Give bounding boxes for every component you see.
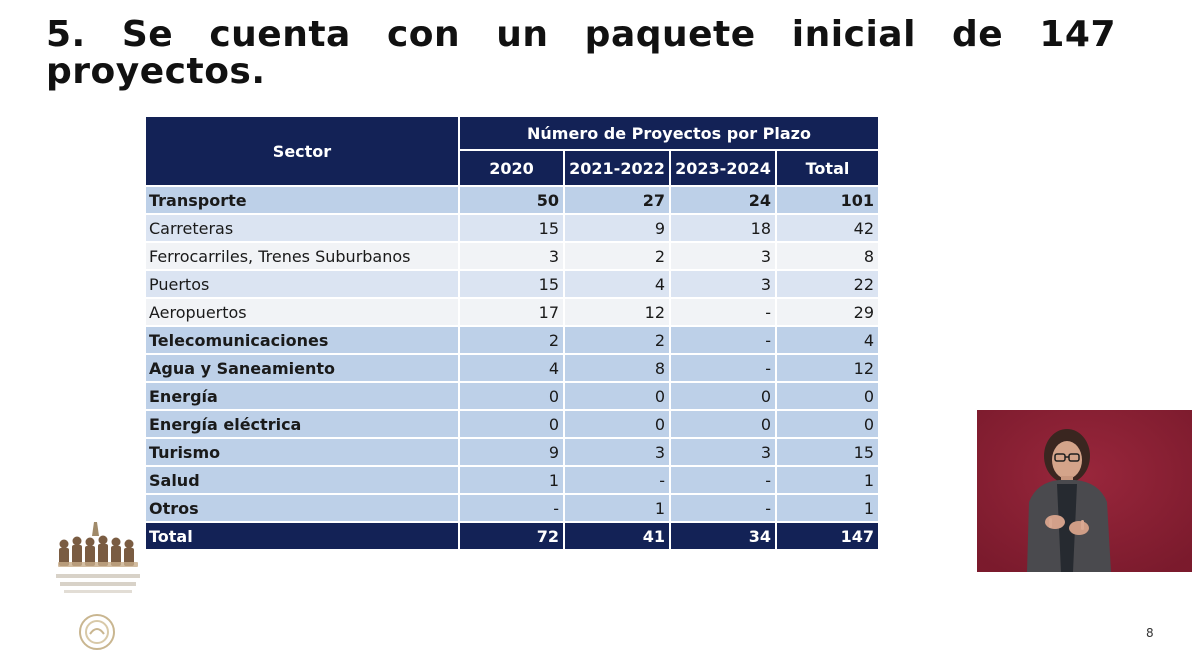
cell-2021-2022: 0	[564, 410, 670, 438]
table-row-telecomunicaciones	[145, 326, 879, 354]
row-label: Salud	[145, 466, 459, 494]
cell-2021-2022: 8	[564, 354, 670, 382]
row-label: Turismo	[145, 438, 459, 466]
cell-total: 0	[776, 410, 879, 438]
group-column-header: Número de Proyectos por Plazo	[459, 116, 879, 150]
cell-2021-2022: 41	[564, 522, 670, 550]
cell-2023-2024: 0	[670, 410, 776, 438]
cell-2021-2022: -	[564, 466, 670, 494]
cell-2021-2022: 3	[564, 438, 670, 466]
row-label: Aeropuertos	[145, 298, 459, 326]
cell-total: 29	[776, 298, 879, 326]
row-label: Energía	[145, 382, 459, 410]
cell-2023-2024: 18	[670, 214, 776, 242]
cell-2020: 0	[459, 382, 564, 410]
cell-total: 12	[776, 354, 879, 382]
table-row-carreteras	[145, 214, 879, 242]
column-header-total: Total	[776, 150, 879, 186]
cell-2021-2022: 1	[564, 494, 670, 522]
cell-2021-2022: 4	[564, 270, 670, 298]
row-label: Telecomunicaciones	[145, 326, 459, 354]
cell-2020: 50	[459, 186, 564, 214]
cell-2020: 1	[459, 466, 564, 494]
cell-2020: 9	[459, 438, 564, 466]
table-row-energia-electrica	[145, 410, 879, 438]
cell-2020: 15	[459, 270, 564, 298]
table-row-otros	[145, 494, 879, 522]
heroes-emblem-icon	[50, 518, 146, 652]
table-row-puertos	[145, 270, 879, 298]
cell-2020: 0	[459, 410, 564, 438]
table-row-transporte	[145, 186, 879, 214]
cell-total: 15	[776, 438, 879, 466]
column-header-2023-2024: 2023-2024	[670, 150, 776, 186]
row-label: Transporte	[145, 186, 459, 214]
cell-2020: 3	[459, 242, 564, 270]
page-number: 8	[1146, 626, 1154, 640]
cell-2023-2024: 3	[670, 270, 776, 298]
cell-total: 147	[776, 522, 879, 550]
cell-2023-2024: -	[670, 354, 776, 382]
cell-2020: 15	[459, 214, 564, 242]
government-logo	[50, 518, 146, 652]
row-label: Agua y Saneamiento	[145, 354, 459, 382]
cell-2021-2022: 0	[564, 382, 670, 410]
sector-column-header: Sector	[145, 116, 459, 186]
table-row-salud	[145, 466, 879, 494]
table-row-agua-saneamiento	[145, 354, 879, 382]
interpreter-person-icon	[977, 410, 1192, 572]
cell-2023-2024: -	[670, 466, 776, 494]
cell-2023-2024: 34	[670, 522, 776, 550]
cell-total: 101	[776, 186, 879, 214]
table-row-turismo	[145, 438, 879, 466]
cell-2021-2022: 2	[564, 326, 670, 354]
cell-total: 4	[776, 326, 879, 354]
cell-2021-2022: 9	[564, 214, 670, 242]
cell-2023-2024: -	[670, 326, 776, 354]
cell-2023-2024: 24	[670, 186, 776, 214]
column-header-2021-2022: 2021-2022	[564, 150, 670, 186]
cell-2020: 72	[459, 522, 564, 550]
column-header-2020: 2020	[459, 150, 564, 186]
cell-2020: 2	[459, 326, 564, 354]
cell-2020: -	[459, 494, 564, 522]
projects-table	[144, 115, 880, 551]
cell-2023-2024: 3	[670, 242, 776, 270]
cell-total: 1	[776, 494, 879, 522]
row-label: Otros	[145, 494, 459, 522]
cell-2020: 4	[459, 354, 564, 382]
sign-language-interpreter-video	[977, 410, 1192, 572]
row-label: Carreteras	[145, 214, 459, 242]
cell-2023-2024: 0	[670, 382, 776, 410]
cell-2021-2022: 2	[564, 242, 670, 270]
cell-total: 42	[776, 214, 879, 242]
cell-total: 1	[776, 466, 879, 494]
table-row-total	[145, 522, 879, 550]
slide-title: 5. Se cuenta con un paquete inicial de 147 proyectos.	[46, 14, 1116, 92]
cell-total: 0	[776, 382, 879, 410]
row-label: Ferrocarriles, Trenes Suburbanos	[145, 242, 459, 270]
table-row-energia	[145, 382, 879, 410]
cell-2021-2022: 12	[564, 298, 670, 326]
cell-total: 8	[776, 242, 879, 270]
table-row-aeropuertos	[145, 298, 879, 326]
row-label: Puertos	[145, 270, 459, 298]
cell-2021-2022: 27	[564, 186, 670, 214]
row-label: Energía eléctrica	[145, 410, 459, 438]
cell-total: 22	[776, 270, 879, 298]
row-label: Total	[145, 522, 459, 550]
cell-2020: 17	[459, 298, 564, 326]
table-row-ferrocarriles	[145, 242, 879, 270]
cell-2023-2024: 3	[670, 438, 776, 466]
cell-2023-2024: -	[670, 494, 776, 522]
cell-2023-2024: -	[670, 298, 776, 326]
